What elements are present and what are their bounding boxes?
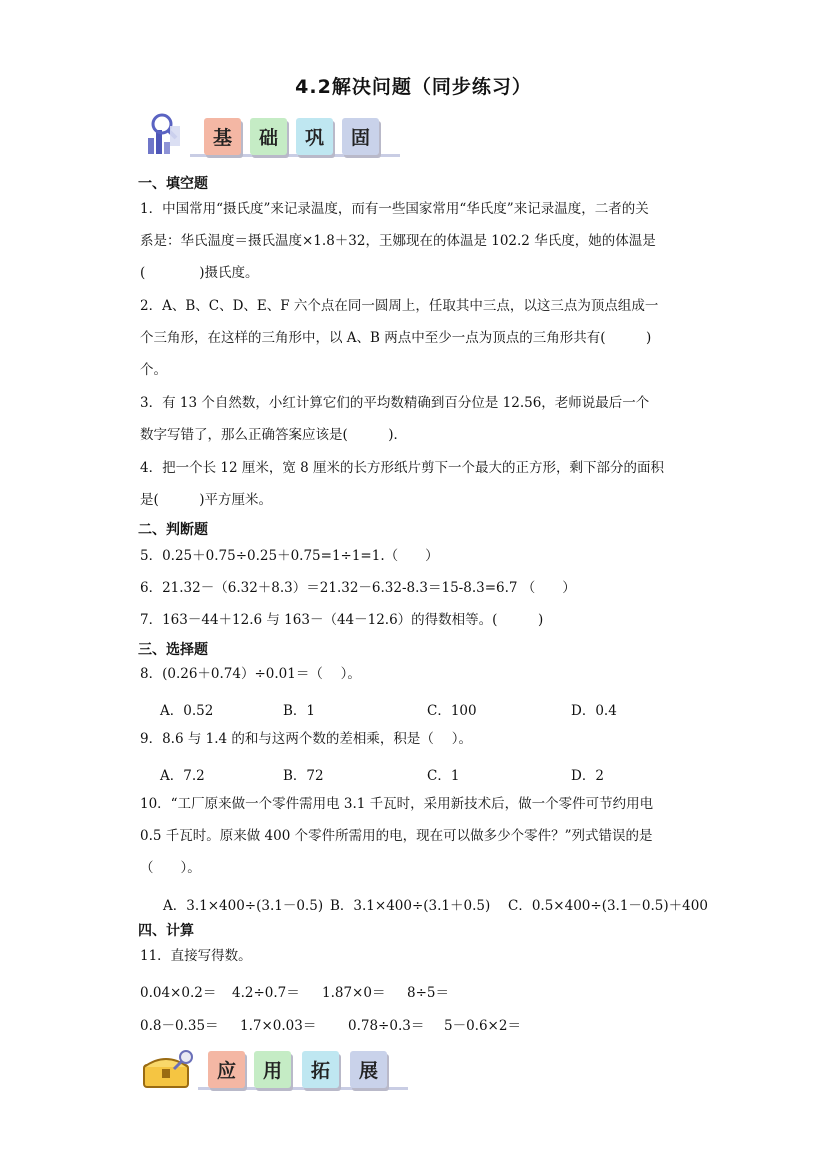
q9-option-a: A．7.2 — [160, 768, 205, 784]
banner-tile-3: 巩 — [296, 118, 333, 155]
q11-r2-c3: 0.78÷0.3＝ — [348, 1018, 425, 1034]
q11-r1-c2: 4.2÷0.7＝ — [232, 985, 300, 1001]
q9-option-d: D．2 — [571, 768, 604, 784]
q10-option-b: B．3.1×400÷(3.1＋0.5) — [330, 898, 491, 914]
q3-line1: 3．有 13 个自然数，小红计算它们的平均数精确到百分位是 12.56，老师说最后一个 — [140, 395, 650, 411]
q1-line1: 1．中国常用“摄氏度”来记录温度，而有一些国家常用“华氏度”来记录温度，二者的关 — [140, 201, 649, 217]
banner-tile-3: 拓 — [302, 1051, 339, 1088]
banner-tile-2: 础 — [250, 118, 287, 155]
q9-option-c: C．1 — [427, 768, 460, 784]
banner-basic — [140, 112, 400, 156]
q6-line: 6．21.32－（6.32＋8.3）＝21.32－6.32-8.3＝15-8.3=6.7 （ ） — [140, 580, 576, 596]
q8-option-a: A．0.52 — [160, 703, 214, 719]
section-heading-calc: 四、计算 — [138, 923, 194, 939]
banner-application — [140, 1045, 410, 1089]
q4-line1: 4．把一个长 12 厘米，宽 8 厘米的长方形纸片剪下一个最大的正方形，剩下部分的面积 — [140, 460, 665, 476]
q2-line1: 2．A、B、C、D、E、F 六个点在同一圆周上，任取其中三点，以这三点为顶点组成一 — [140, 298, 659, 314]
section-heading-judge: 二、判断题 — [138, 522, 208, 538]
q11-stem: 11．直接写得数。 — [140, 948, 252, 964]
q1-line2: 系是：华氏温度＝摄氏温度×1.8＋32，王娜现在的体温是 102.2 华氏度，她的体温是 — [140, 233, 656, 249]
page-title: 4.2解决问题（同步练习） — [295, 76, 532, 98]
q11-r2-c4: 5－0.6×2＝ — [444, 1018, 521, 1034]
q9-option-b: B．72 — [283, 768, 324, 784]
q2-line3: 个。 — [140, 362, 167, 378]
q11-r1-c4: 8÷5＝ — [407, 985, 449, 1001]
q8-option-b: B．1 — [283, 703, 316, 719]
q11-r1-c3: 1.87×0＝ — [322, 985, 386, 1001]
banner-tile-4: 展 — [350, 1051, 387, 1088]
q8-stem: 8．(0.26＋0.74）÷0.01＝（ ）。 — [140, 666, 361, 682]
q11-r2-c2: 1.7×0.03＝ — [240, 1018, 317, 1034]
q1-line3: ( )摄氏度。 — [140, 265, 259, 281]
q11-r1-c1: 0.04×0.2＝ — [140, 985, 217, 1001]
q4-line2: 是( )平方厘米。 — [140, 492, 273, 508]
q9-stem: 9．8.6 与 1.4 的和与这两个数的差相乘，积是（ ）。 — [140, 731, 472, 747]
magnifier-chart-icon — [140, 112, 196, 158]
q7-line: 7．163－44＋12.6 与 163－（44－12.6）的得数相等。( ) — [140, 612, 544, 628]
q11-r2-c1: 0.8－0.35＝ — [140, 1018, 219, 1034]
section-heading-fill-blank: 一、填空题 — [138, 176, 208, 192]
q5-line: 5．0.25＋0.75÷0.25＋0.75=1÷1=1.（ ） — [140, 548, 439, 564]
q8-option-d: D．0.4 — [571, 703, 617, 719]
banner-tile-2: 用 — [254, 1051, 291, 1088]
q10-line2: 0.5 千瓦时。原来做 400 个零件所需用的电，现在可以做多少个零件？”列式错误的是 — [140, 828, 653, 844]
q10-line3: （ ）。 — [140, 860, 201, 876]
q8-option-c: C．100 — [427, 703, 477, 719]
q2-line2: 个三角形，在这样的三角形中，以 A、B 两点中至少一点为顶点的三角形共有( ) — [140, 330, 652, 346]
section-heading-choice: 三、选择题 — [138, 642, 208, 658]
q3-line2: 数字写错了，那么正确答案应该是( )． — [140, 427, 408, 443]
banner-tile-4: 固 — [342, 118, 379, 155]
q10-option-a: A．3.1×400÷(3.1－0.5) — [163, 898, 324, 914]
banner-tile-1: 应 — [208, 1051, 245, 1088]
q10-option-c: C．0.5×400÷(3.1－0.5)＋400 — [508, 898, 708, 914]
banner-tile-1: 基 — [204, 118, 241, 155]
q10-line1: 10．“工厂原来做一个零件需用电 3.1 千瓦时，采用新技术后，做一个零件可节约用电 — [140, 796, 654, 812]
treasure-chest-icon — [140, 1047, 202, 1091]
